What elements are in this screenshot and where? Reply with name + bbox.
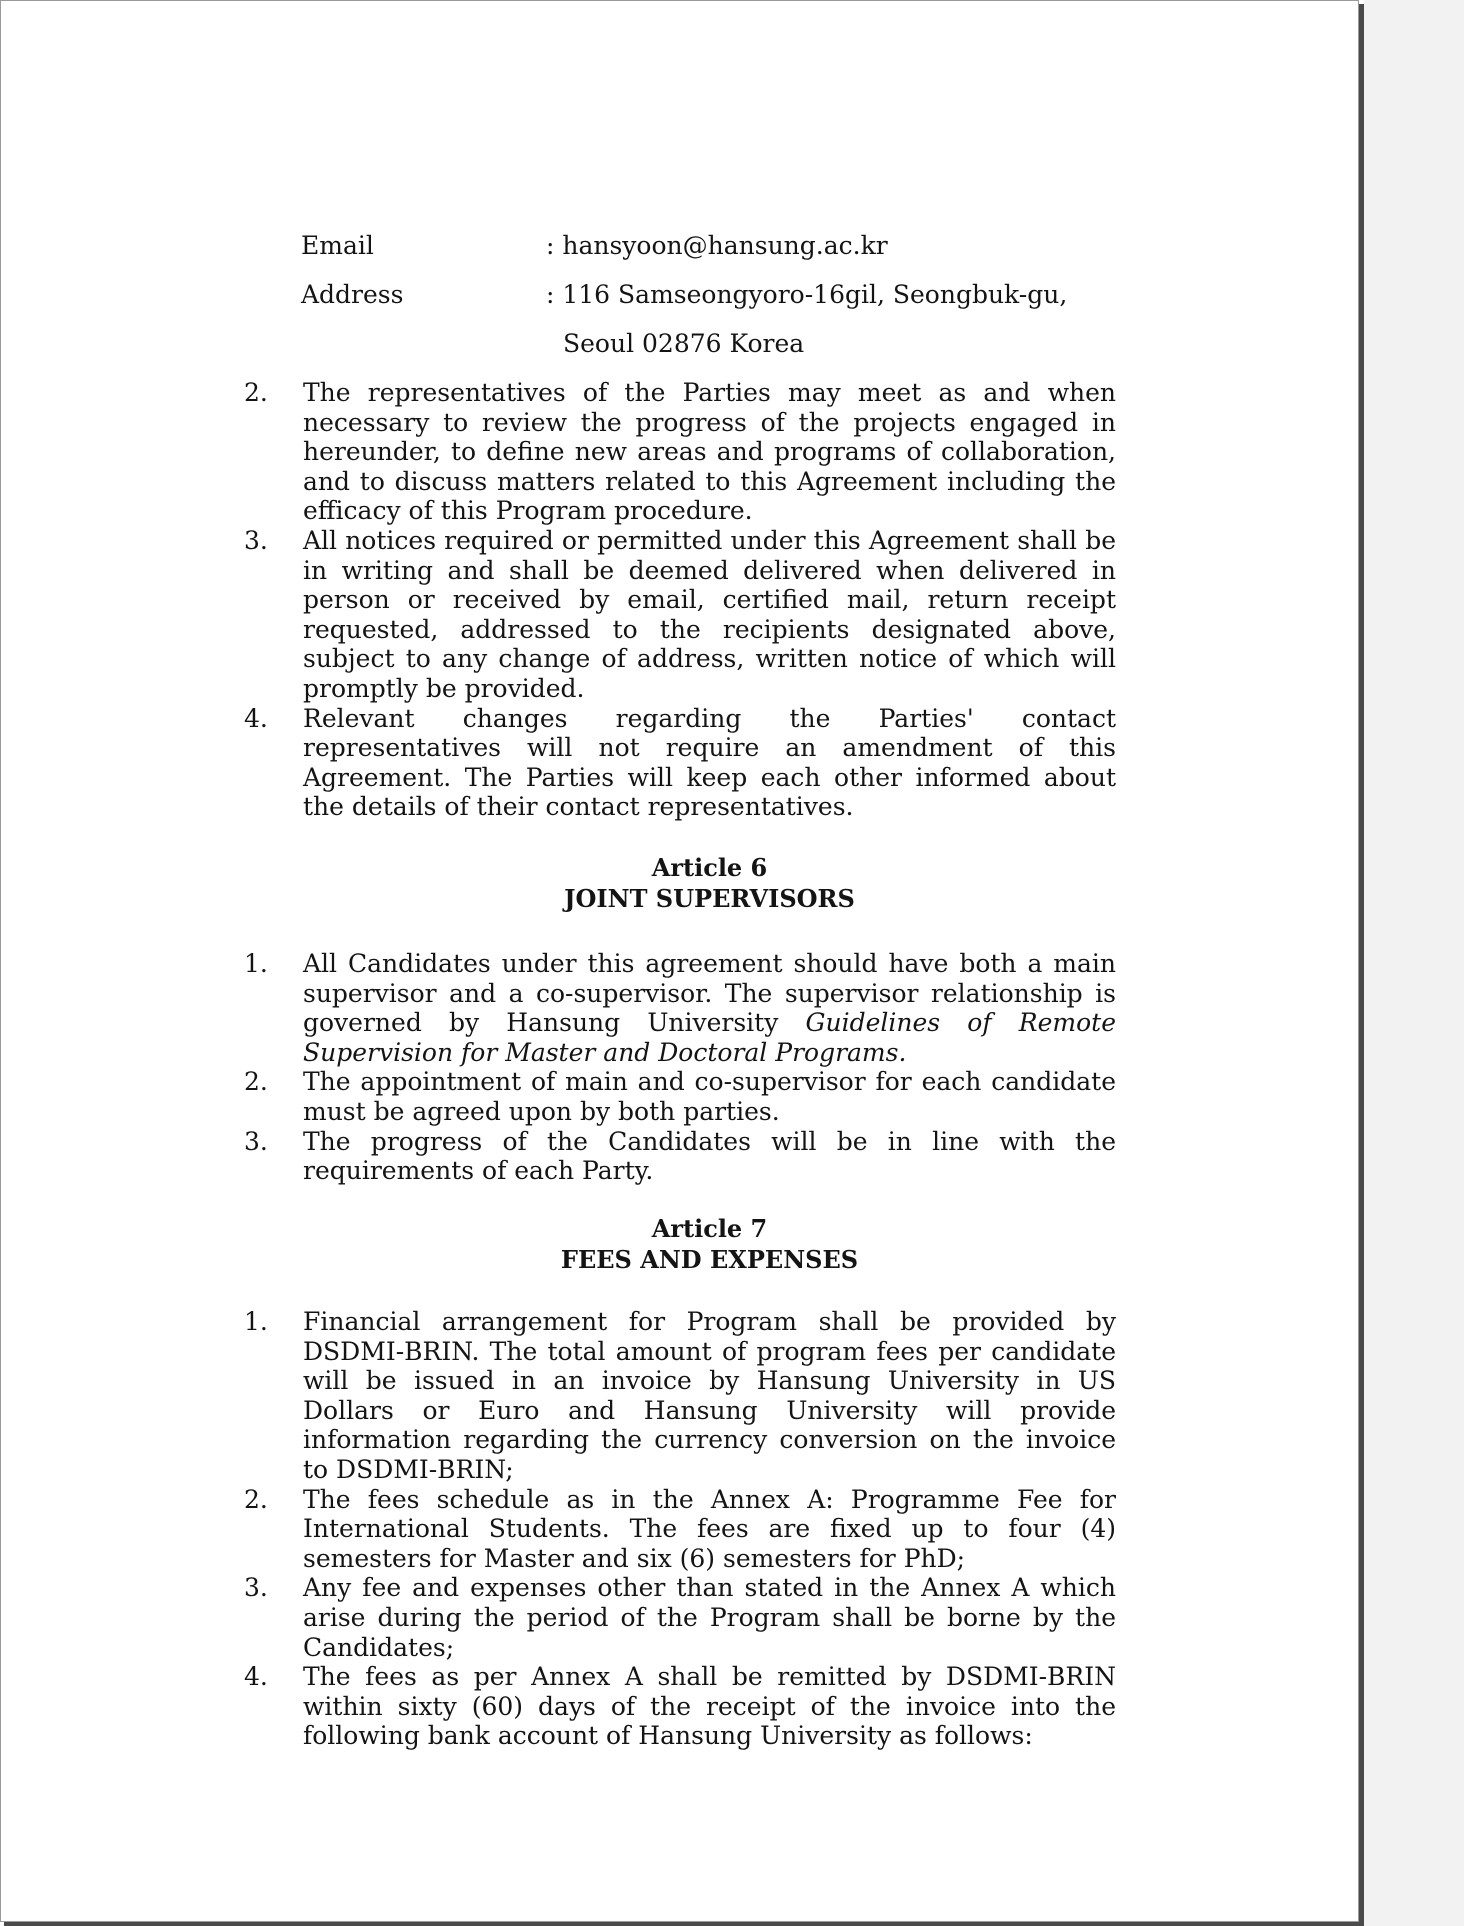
contact-email-row (301, 231, 888, 261)
clause-text: The representatives of the Parties may meet as and when necessary to review the progress of the projects engaged in hereunder, to define new areas and programs of collaboration, and to discuss matters related to this Agreement including the efficacy of this Program procedure. (303, 378, 1116, 526)
clause-number: 3. (244, 1126, 268, 1156)
clause-text: The appointment of main and co-supervisor for each candidate must be agreed upon by both parties. (303, 1067, 1116, 1126)
email-label: Email (301, 231, 374, 260)
article7-subtitle: FEES AND EXPENSES (560, 1245, 859, 1274)
clause-text: Any fee and expenses other than stated in the Annex A which arise during the period of the Program shall be borne by the Candidates; (303, 1573, 1116, 1662)
clause-number: 2. (244, 378, 268, 407)
clause-text: The fees schedule as in the Annex A: Programme Fee for International Students. The fees are fixed up to four (4) semesters for Master and six (6) semesters for PhD; (303, 1484, 1116, 1573)
clause-text: Financial arrangement for Program shall be provided by DSDMI-BRIN. The total amount of program fees per candidate will be issued in an invoice by Hansung University in US Dollars or Euro and Hansung University will provide information regarding the currency conversion on the invoice to DSDMI-BRIN; (303, 1307, 1116, 1484)
clause-italic-text: Guidelines of Remote Supervision for Master and Doctoral Programs. (303, 1008, 1116, 1067)
contact-address-row (301, 280, 1067, 310)
clause-text: Relevant changes regarding the Parties' contact representatives will not require an amendment of this Agreement. The Parties will keep each other informed about the details of their contact representatives. (303, 703, 1116, 822)
clause-item (244, 1127, 1116, 1186)
article7-clause-list (244, 1307, 1116, 1751)
clause-number: 3. (244, 525, 268, 555)
article6-heading (303, 852, 1116, 914)
viewer-background (1364, 0, 1464, 1926)
clause-number: 2. (244, 1484, 268, 1514)
clause-number: 1. (244, 1307, 268, 1336)
clause-item (244, 526, 1116, 704)
address-continuation: Seoul 02876 Korea (563, 329, 805, 358)
clause-number: 1. (244, 949, 268, 978)
clause-item (244, 704, 1116, 822)
article5-clause-list (244, 378, 1116, 822)
clause-item (244, 1662, 1116, 1751)
clause-text: The fees as per Annex A shall be remitted by DSDMI-BRIN within sixty (60) days of the receipt of the invoice into the following bank account of Hansung University as follows: (303, 1662, 1116, 1751)
article6-title: Article 6 (651, 853, 768, 882)
article7-title: Article 7 (651, 1214, 768, 1243)
clause-number: 4. (244, 1662, 268, 1692)
clause-number: 2. (244, 1067, 268, 1097)
clause-text: The progress of the Candidates will be in line with the requirements of each Party. (303, 1126, 1116, 1186)
article7-heading (303, 1213, 1116, 1275)
clause-item (244, 1307, 1116, 1485)
clause-number: 3. (244, 1573, 268, 1603)
clause-item (244, 1485, 1116, 1574)
page-shadow-bottom (4, 1922, 1364, 1926)
clause-text: All notices required or permitted under this Agreement shall be in writing and shall be deemed delivered when delivered in person or received by email, certified mail, return receipt requested, addressed to the recipients designated above, subject to any change of address, written notice of which will promptly be provided. (303, 525, 1116, 703)
clause-item (244, 1573, 1116, 1662)
clause-number: 4. (244, 703, 268, 733)
clause-item (244, 949, 1116, 1067)
clause-item (244, 378, 1116, 526)
address-value: : 116 Samseongyoro-16gil, Seongbuk-gu, (546, 280, 1068, 309)
email-value: : hansyoon@hansung.ac.kr (546, 231, 888, 260)
clause-text: All Candidates under this agreement should have both a main supervisor and a co-supervisor. The supervisor relationship is governed by Hansung University (303, 949, 1116, 1038)
article6-subtitle: JOINT SUPERVISORS (564, 884, 855, 913)
article6-clause-list (244, 949, 1116, 1186)
address-label: Address (301, 280, 404, 309)
clause-item (244, 1067, 1116, 1126)
